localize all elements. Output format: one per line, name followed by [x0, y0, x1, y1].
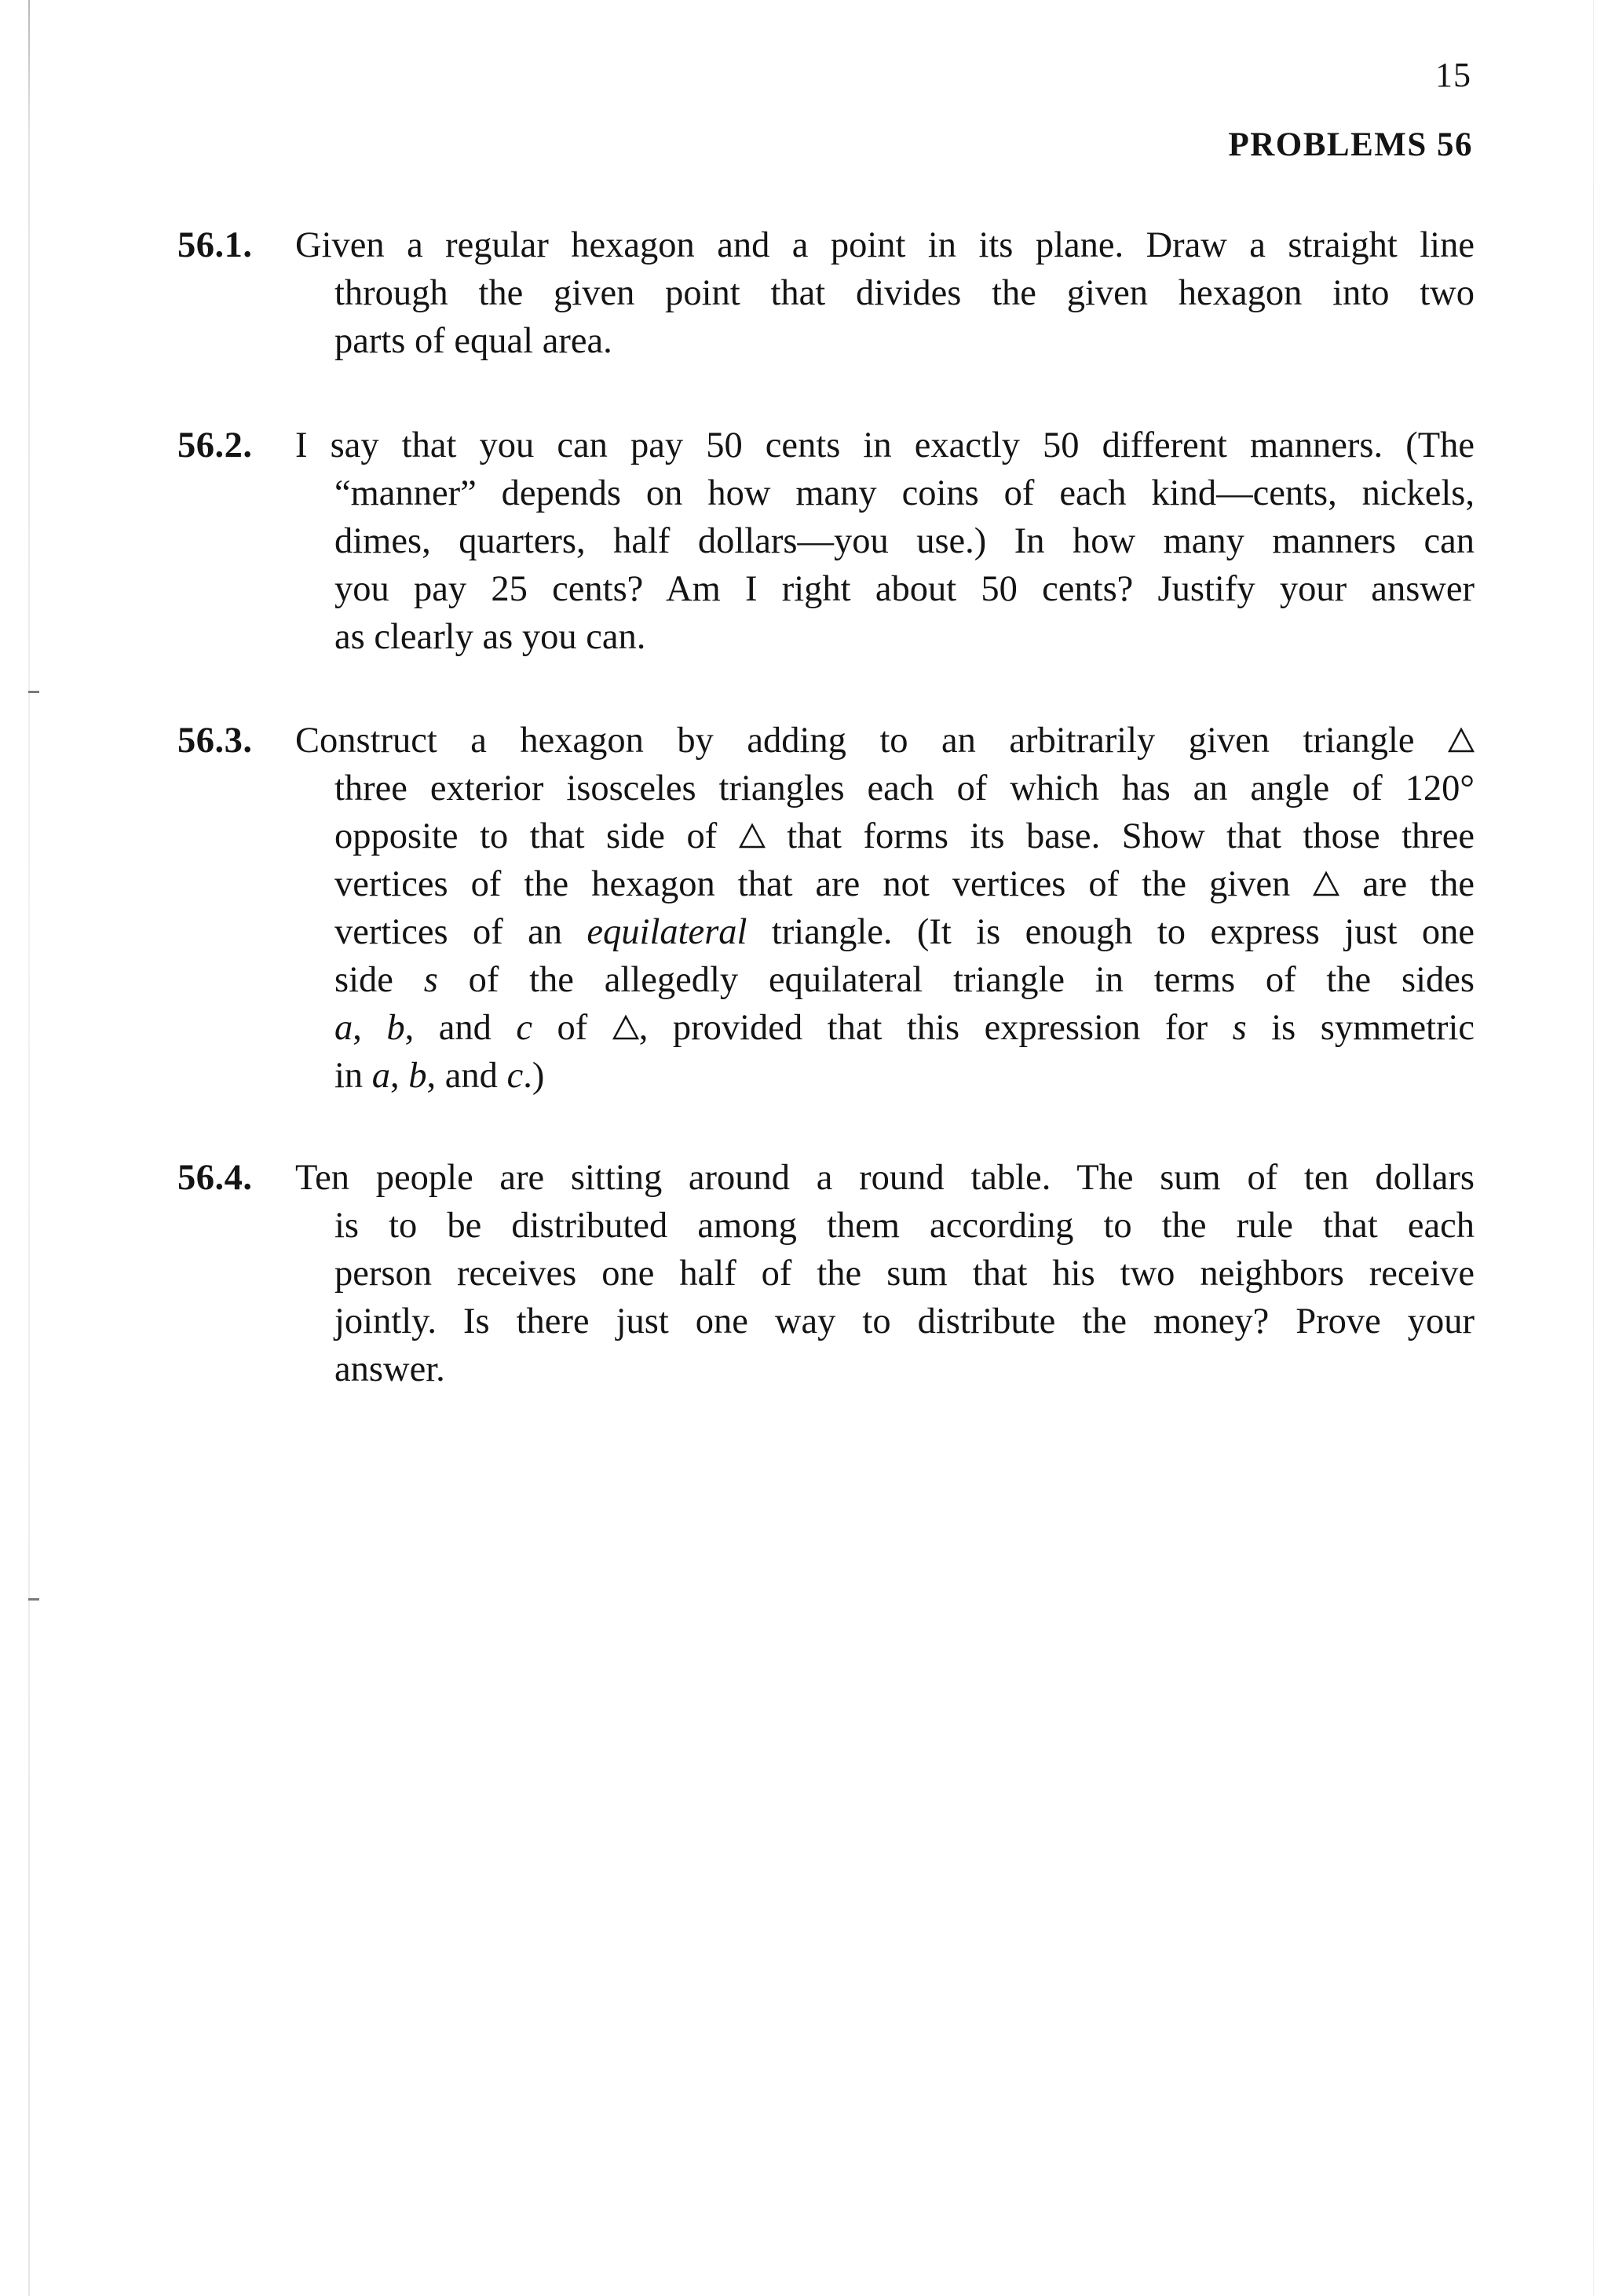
problem-text-line: person receives one half of the sum that his two neighbors receive [334, 1254, 1475, 1294]
problem-text-line: “manner” depends on how many coins of each kind—cents, nickels, [334, 473, 1475, 513]
triangle-icon [612, 1014, 639, 1041]
problem-number: 56.2. [177, 425, 253, 465]
problem-text-line: jointly. Is there just one way to distribute the money? Prove your [334, 1301, 1475, 1341]
problem-number: 56.1. [177, 225, 253, 265]
text-run: Construct a hexagon by adding to an arbitrarily given triangle [295, 721, 1415, 761]
problem-text-line: is to be distributed among them according to the rule that each [334, 1206, 1475, 1246]
math-variable: c [506, 1056, 524, 1096]
problem-text-line [334, 908, 1475, 956]
problem-text-line: three exterior isosceles triangles each of which has an angle of 120° [334, 768, 1475, 809]
problem-text-line: dimes, quarters, half dollars—you use.) In how many manners can [334, 521, 1475, 561]
problem-56-3 [177, 717, 1475, 1100]
problem-text-line [334, 956, 1475, 1004]
text-run: , and [426, 1056, 498, 1096]
triangle-icon [1313, 871, 1339, 897]
math-variable: a [371, 1056, 391, 1096]
page-number: 15 [1435, 56, 1471, 94]
problem-text-line [334, 812, 1475, 860]
math-variable: s [423, 960, 438, 1000]
problem-text-line: answer. [334, 1349, 445, 1389]
text-run: vertices of an [334, 912, 562, 952]
problem-text-line: you pay 25 cents? Am I right about 50 cents? Justify your answer [334, 569, 1475, 609]
triangle-icon [739, 823, 766, 849]
problem-text-line: parts of equal area. [334, 321, 612, 361]
scan-mark [28, 1598, 39, 1601]
running-head: PROBLEMS 56 [1228, 126, 1473, 163]
text-run: , [390, 1056, 400, 1096]
math-variable: a [334, 1008, 353, 1048]
problem-text-line [334, 1004, 1475, 1052]
scan-mark [28, 691, 39, 693]
text-run: , and [404, 1008, 492, 1048]
math-variable: b [386, 1008, 405, 1048]
italic-word: equilateral [587, 912, 747, 952]
math-variable: c [516, 1008, 533, 1048]
problem-56-2 [177, 422, 1475, 661]
problem-text-line [295, 717, 1475, 765]
problem-56-1 [177, 221, 1475, 365]
problem-text-line [334, 860, 1475, 908]
problem-number: 56.3. [177, 721, 253, 761]
math-variable: b [408, 1056, 427, 1096]
problem-text-line [334, 1052, 1475, 1100]
text-run: opposite to that side of [334, 816, 718, 856]
text-run: , [353, 1008, 387, 1048]
text-run: vertices of the hexagon that are not vertices of the given [334, 864, 1291, 904]
text-run: in [334, 1056, 364, 1096]
text-run: side [334, 960, 393, 1000]
triangle-icon [1448, 727, 1475, 754]
scan-edge-left [28, 0, 30, 2296]
text-run: of the allegedly equilateral triangle in terms of the sides [468, 960, 1475, 1000]
text-run: of [557, 1008, 588, 1048]
math-variable: s [1232, 1008, 1247, 1048]
problem-text-line: I say that you can pay 50 cents in exactly 50 different manners. (The [295, 425, 1475, 465]
text-run: .) [523, 1056, 545, 1096]
problem-text-line: as clearly as you can. [334, 617, 646, 657]
problem-56-4 [177, 1154, 1475, 1393]
problem-text-line: through the given point that divides the given hexagon into two [334, 273, 1475, 313]
scan-edge-right [1593, 0, 1594, 2296]
text-run: that forms its base. Show that those three [787, 816, 1475, 856]
problem-text-line: Ten people are sitting around a round table. The sum of ten dollars [295, 1158, 1475, 1198]
text-run: are the [1362, 864, 1475, 904]
problem-text-line: Given a regular hexagon and a point in its plane. Draw a straight line [295, 225, 1475, 265]
text-run: triangle. (It is enough to express just one [771, 912, 1475, 952]
problem-number: 56.4. [177, 1158, 253, 1198]
text-run: is symmetric [1271, 1008, 1475, 1048]
text-run: , provided that this expression for [638, 1008, 1208, 1048]
